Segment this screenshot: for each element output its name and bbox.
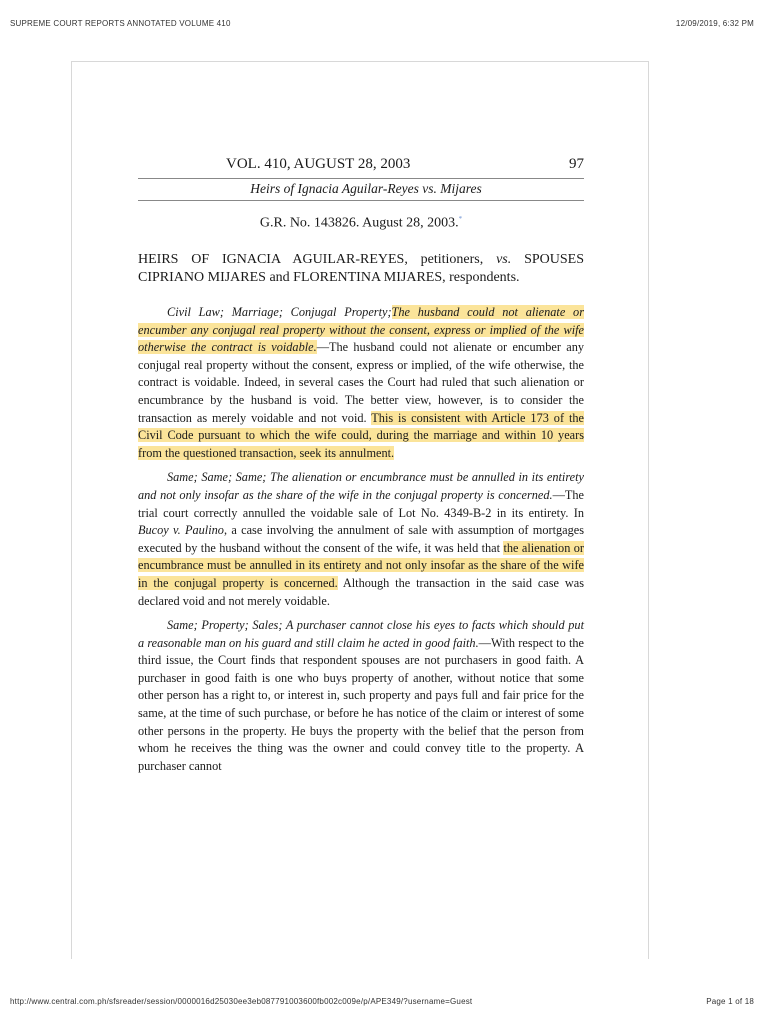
browser-print-header bbox=[10, 19, 754, 28]
syllabus-paragraph-3 bbox=[138, 617, 584, 775]
syllabus-1-body-highlight: This is consistent with Article 173 of the Civil Code pursuant to which the wife could, during the marriage and within 10 years from the questioned transaction, seek its annulment. bbox=[138, 410, 584, 460]
syllabus-2-topic-holding: Same; Same; Same; The alienation or encumbrance must be annulled in its entirety and not only insofar as the share of the wife in the conjugal property is concerned. bbox=[138, 470, 584, 502]
case-short-title: Heirs of Ignacia Aguilar-Reyes vs. Mijares bbox=[250, 181, 482, 196]
running-head-volume: VOL. 410, AUGUST 28, 2003 bbox=[226, 156, 411, 172]
versus: vs. bbox=[496, 252, 512, 267]
running-head bbox=[138, 156, 584, 178]
header-rule-bottom bbox=[138, 200, 584, 201]
print-footer-url: http://www.central.com.ph/sfsreader/session/0000016d25030ee3eb087791003600fb002c009e/p/APE349/?username=Guest bbox=[10, 997, 473, 1006]
syllabus-2-body-3: Although the transaction in the said case was declared void and not merely voidable. bbox=[138, 575, 584, 608]
gr-number-line bbox=[138, 215, 584, 235]
footnote-marker-link[interactable]: * bbox=[458, 215, 463, 223]
syllabus-3-body: —With respect to the third issue, the Court finds that respondent spouses are not purchasers in good faith. A purchaser in good faith is one who buys property of another, without notice that some other person has a right to, or interest in, such property and pays full and fair price for the same, at the time of such purchase, or before he has notice of the claim or interest of some other persons in the property. He buys the property with the belief that the person from whom he receives the thing was the owner and could convey title to the property. A purchaser cannot bbox=[138, 635, 584, 773]
syllabus-2-body-2: , a case involving the annulment of sale with assumption of mortgages executed by the husband without the consent of the wife, it was held that bbox=[138, 523, 584, 555]
print-footer-page: Page 1 of 18 bbox=[706, 997, 754, 1006]
syllabus-1-holding-highlight: The husband could not alienate or encumber any conjugal real property without the consent, express or implied of the wife otherwise the contract is voidable. bbox=[138, 305, 584, 355]
print-header-title: SUPREME COURT REPORTS ANNOTATED VOLUME 410 bbox=[10, 19, 231, 28]
browser-print-footer bbox=[10, 997, 754, 1006]
case-parties bbox=[138, 251, 584, 286]
petitioners-role: , petitioners, bbox=[404, 252, 497, 267]
respondents-role: , respondents. bbox=[442, 269, 520, 285]
syllabus-2-case-cited: Bucoy v. Paulino bbox=[138, 523, 224, 538]
gr-number: G.R. No. 143826. August 28, 2003. bbox=[259, 215, 459, 231]
syllabus-paragraph-1 bbox=[138, 304, 584, 462]
syllabus-2-body-1: —The trial court correctly annulled the voidable sale of Lot No. 4349-B-2 in its entirety. In bbox=[138, 487, 584, 520]
running-head-page-number: 97 bbox=[569, 156, 584, 172]
syllabus-3-topic-holding: Same; Property; Sales; A purchaser cannot close his eyes to facts which should put a reasonable man on his guard and still claim he acted in good faith. bbox=[138, 618, 584, 650]
syllabus-2-body-highlight: the alienation or encumbrance must be annulled in its entirety and not only insofar as the share of the wife in the conjugal property is concerned. bbox=[138, 540, 584, 590]
syllabus-paragraph-2 bbox=[138, 469, 584, 610]
syllabus-1-body: —The husband could not alienate or encumber any conjugal real property without the consent, express or implied, of the wife otherwise, the contract is voidable. Indeed, in several cases the Court had ruled that such alienation or encumbrance by the husband is void. The better view, however, is to consider the transaction as merely voidable and not void. bbox=[138, 340, 584, 425]
document-content bbox=[138, 156, 584, 775]
respondents-name: SPOUSES CIPRIANO MIJARES and FLORENTINA MIJARES bbox=[138, 252, 584, 285]
syllabus-1-topic: Civil Law; Marriage; Conjugal Property; bbox=[167, 305, 392, 319]
petitioners-name: HEIRS OF IGNACIA AGUILAR-REYES bbox=[138, 252, 405, 267]
print-header-datetime: 12/09/2019, 6:32 PM bbox=[675, 19, 754, 28]
document-page bbox=[71, 61, 649, 959]
